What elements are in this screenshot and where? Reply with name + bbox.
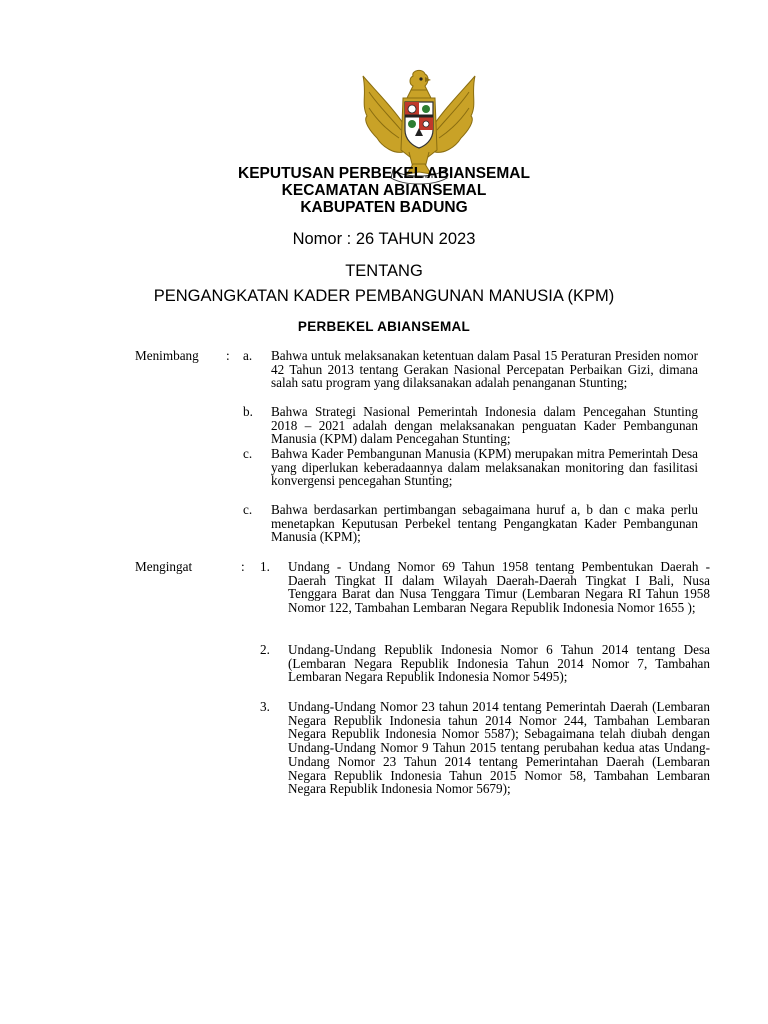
tentang-label: TENTANG: [345, 262, 423, 280]
item-marker: c.: [243, 502, 253, 517]
item-marker: a.: [243, 348, 253, 363]
decree-number: Nomor : 26 TAHUN 2023: [292, 230, 476, 248]
menimbang-label: Menimbang: [135, 348, 199, 363]
menimbang-colon: :: [226, 348, 230, 363]
item-marker: 2.: [260, 642, 270, 657]
item-text: Bahwa untuk melaksanakan ketentuan dalam Pasal 15 Peraturan Presiden nomor 42 Tahun 2013 tentang Gerakan Nasional Percepatan Perbaikan Gizi, dimana salah satu program yang dilaksanakan adalah penanganan Stunting;: [271, 348, 698, 391]
decree-title-line-1: KEPUTUSAN PERBEKEL ABIANSEMAL: [238, 165, 530, 182]
item-text: Bahwa Strategi Nasional Pemerintah Indonesia dalam Pencegahan Stunting 2018 – 2021 adalah dengan melaksanakan penguatan Kader Pembangunan Manusia (KPM) dalam Pencegahan Stunting;: [271, 404, 698, 447]
item-marker: 3.: [260, 699, 270, 714]
decree-title-line-3: KABUPATEN BADUNG: [300, 199, 468, 216]
item-text: Bahwa Kader Pembangunan Manusia (KPM) merupakan mitra Pemerintah Desa yang diperlukan keberadaannya dalam melaksanakan monitoring dan fasilitasi konvergensi pencegahan Stunting;: [271, 446, 698, 489]
item-text: Undang - Undang Nomor 69 Tahun 1958 tentang Pembentukan Daerah - Daerah Tingkat II dalam Wilayah Daerah-Daerah Tingkat I Bali, Nusa Tenggara Barat dan Nusa Tenggara Timur (Lembaran Negara RI Tahun 1958 Nomor 122, Tambahan Lembaran Negara Republik Indonesia Nomor 1655 );: [288, 559, 710, 616]
decree-subject: PENGANGKATAN KADER PEMBANGUNAN MANUSIA (KPM): [153, 287, 615, 305]
item-marker: c.: [243, 446, 253, 461]
mengingat-label: Mengingat: [135, 559, 193, 574]
issuing-official: PERBEKEL ABIANSEMAL: [297, 319, 471, 334]
item-text: Undang-Undang Republik Indonesia Nomor 6 Tahun 2014 tentang Desa (Lembaran Negara Republik Indonesia Tahun 2014 Nomor 7, Tambahan Lembaran Negara Republik Indonesia Nomor 5495);: [288, 642, 710, 685]
decree-title-line-2: KECAMATAN ABIANSEMAL: [281, 182, 487, 199]
item-marker: 1.: [260, 559, 270, 574]
item-text: Bahwa berdasarkan pertimbangan sebagaimana huruf a, b dan c maka perlu menetapkan Keputusan Perbekel tentang Pengangkatan Kader Pembangunan Manusia (KPM);: [271, 502, 698, 545]
item-text: Undang-Undang Nomor 23 tahun 2014 tentang Pemerintah Daerah (Lembaran Negara Republik Indonesia tahun 2014 Nomor 244, Tambahan Lembaran Negara Republik Indonesia Nomor 5587); Sebagaimana telah diubah dengan Undang-Undang Nomor 9 Tahun 2015 tentang perubahan kedua atas Undang-Undang Nomor 23 Tahun 2014 tentang Pemerintahan Daerah (Lembaran Negara Republik Indonesia Tahun 2015 Nomor 58, Tambahan Lembaran Negara Republik Indonesia Nomor 5679);: [288, 699, 710, 797]
item-marker: b.: [243, 404, 253, 419]
mengingat-colon: :: [241, 559, 245, 574]
